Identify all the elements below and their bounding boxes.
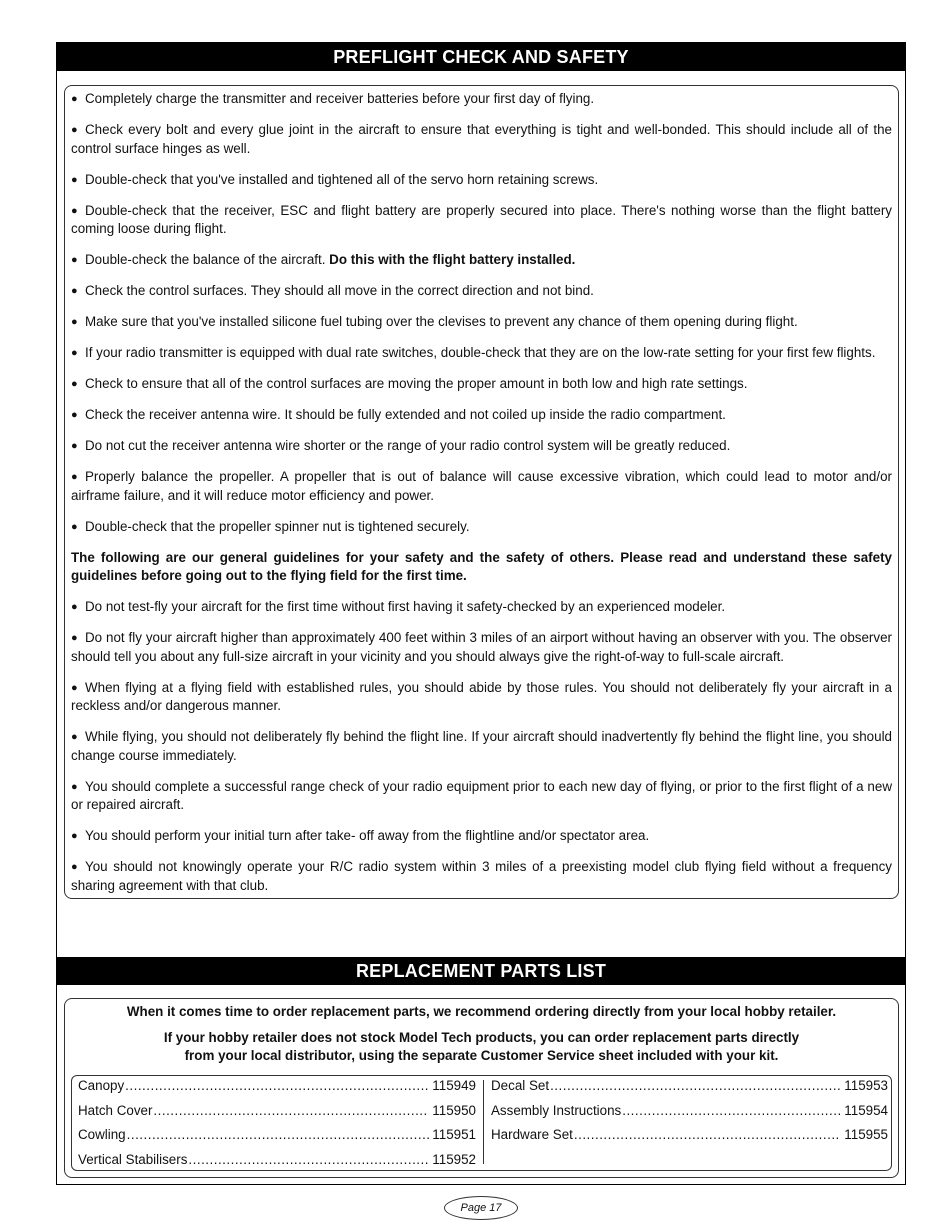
checklist-item-text: Double-check the balance of the aircraft. <box>85 252 330 267</box>
checklist-item <box>71 518 892 537</box>
bullet-icon: ● <box>71 285 78 297</box>
bullet-icon: ● <box>71 830 78 842</box>
part-number: 115954 <box>844 1102 888 1118</box>
part-row <box>78 1125 476 1150</box>
checklist-item <box>71 629 892 666</box>
checklist-item-text: Do not fly your aircraft higher than approximately 400 feet within 3 miles of an airport without having an observer with you. The observer should tell you about any full-size aircraft in your vicinity and you should always give the right-of-way to full-scale aircraft. <box>71 630 892 664</box>
bullet-icon: ● <box>71 520 78 533</box>
bullet-icon: ● <box>71 440 78 452</box>
dot-leader <box>622 1101 841 1121</box>
parts-note-distributor-line-2: from your local distributor, using the separate Customer Service sheet included with your kit. <box>184 1048 779 1063</box>
checklist-item-text: Double-check that you've installed and tightened all of the servo horn retaining screws. <box>85 171 599 187</box>
checklist-item-text: When flying at a flying field with established rules, you should abide by those rules. You should not deliberately fly your aircraft in a reckless and/or dangerous manner. <box>71 679 892 713</box>
parts-panel <box>64 998 899 1178</box>
bullet-icon: ● <box>71 347 78 359</box>
part-number: 115950 <box>432 1102 476 1118</box>
bullet-icon: ● <box>71 632 78 644</box>
part-name: Canopy <box>78 1078 125 1093</box>
checklist-item-text: Do not test-fly your aircraft for the first time without first having it safety-checked by an experienced modeler. <box>85 599 726 614</box>
bullet-icon: ● <box>71 204 78 217</box>
checklist-item <box>71 468 892 505</box>
part-number: 115955 <box>844 1127 888 1142</box>
part-name: Hatch Cover <box>78 1102 153 1118</box>
checklist-item-text: Check to ensure that all of the control surfaces are moving the proper amount in both low and high rate settings. <box>85 376 748 391</box>
part-number: 115949 <box>432 1078 476 1093</box>
checklist-item <box>71 202 892 239</box>
safety-items <box>71 598 892 895</box>
part-name: Cowling <box>78 1127 126 1142</box>
checklist-item <box>71 121 892 158</box>
checklist-item <box>71 728 892 765</box>
parts-note-retailer: When it comes time to order replacement parts, we recommend ordering directly from your local hobby retailer. <box>126 1004 837 1019</box>
dot-leader <box>153 1101 429 1121</box>
checklist-item <box>71 251 892 270</box>
part-number: 115953 <box>844 1078 888 1093</box>
checklist-item-text: Double-check that the propeller spinner nut is tightened securely. <box>85 518 470 534</box>
checklist-item <box>71 437 892 456</box>
checklist-item <box>71 313 892 332</box>
preflight-checklist <box>64 85 899 899</box>
checklist-item <box>71 171 892 190</box>
part-row <box>491 1101 888 1126</box>
bullet-icon: ● <box>71 471 78 483</box>
checklist-item-text: Double-check that the receiver, ESC and flight battery are properly secured into place. There's nothing worse than the flight battery coming loose during flight. <box>71 202 892 236</box>
part-row <box>78 1101 476 1126</box>
part-name: Assembly Instructions <box>491 1102 622 1118</box>
parts-column-divider <box>483 1080 484 1164</box>
checklist-item-text: Check the receiver antenna wire. It should be fully extended and not coiled up inside the radio compartment. <box>85 407 726 422</box>
parts-table <box>71 1075 892 1171</box>
dot-leader <box>550 1076 841 1096</box>
page-frame <box>56 42 906 1185</box>
part-number: 115951 <box>432 1127 476 1142</box>
checklist-item-text: Make sure that you've installed silicone fuel tubing over the clevises to prevent any chance of them opening during flight. <box>85 314 798 329</box>
checklist-item <box>71 827 892 846</box>
parts-column-right <box>491 1076 888 1150</box>
part-name: Vertical Stabilisers <box>78 1151 188 1167</box>
parts-title: REPLACEMENT PARTS LIST <box>57 957 905 985</box>
checklist-item <box>71 778 892 815</box>
parts-note-distributor-line-1: If your hobby retailer does not stock Model Tech products, you can order replacement parts directly <box>163 1030 800 1045</box>
checklist-item <box>71 282 892 301</box>
checklist-item-text: If your radio transmitter is equipped with dual rate switches, double-check that they are on the low-rate setting for your first few flights. <box>85 345 876 360</box>
bullet-icon: ● <box>71 861 78 873</box>
checklist-item-text: While flying, you should not deliberately fly behind the flight line. If your aircraft should inadvertently fly behind the flight line, you should change course immediately. <box>71 729 892 763</box>
checklist-item <box>71 90 892 109</box>
checklist-item <box>71 858 892 895</box>
parts-note-distributor <box>65 1029 898 1065</box>
checklist-item-text: Check the control surfaces. They should all move in the correct direction and not bind. <box>85 283 594 298</box>
checklist-item-text: Do not cut the receiver antenna wire shorter or the range of your radio control system will be greatly reduced. <box>85 438 731 453</box>
checklist-item <box>71 344 892 363</box>
checklist-item-text: Properly balance the propeller. A propeller that is out of balance will cause excessive vibration, which could lead to motor and/or airframe failure, and it will reduce motor efficiency and power. <box>71 469 892 503</box>
bullet-icon: ● <box>71 124 78 136</box>
part-name: Decal Set <box>491 1078 550 1093</box>
checklist-item-text: You should not knowingly operate your R/C radio system within 3 miles of a preexisting model club flying field without a frequency sharing agreement with that club. <box>71 859 892 893</box>
bullet-icon: ● <box>71 601 78 613</box>
bullet-icon: ● <box>71 254 78 266</box>
checklist-item-text: You should complete a successful range check of your radio equipment prior to each new day of flying, or prior to the first flight of a new or repaired aircraft. <box>71 778 892 812</box>
checklist-item-text: Check every bolt and every glue joint in the aircraft to ensure that everything is tight and well-bonded. This should include all of the control surface hinges as well. <box>71 122 892 156</box>
part-row <box>491 1125 888 1150</box>
part-name: Hardware Set <box>491 1127 573 1142</box>
preflight-items <box>71 90 892 536</box>
part-row <box>78 1150 476 1175</box>
checklist-item-emphasis: Do this with the flight battery installed. <box>329 252 576 267</box>
bullet-icon: ● <box>71 93 78 105</box>
bullet-icon: ● <box>71 378 78 390</box>
safety-guidelines-intro: The following are our general guidelines for your safety and the safety of others. Please read and understand these safety guidelines before going out to the flying field for the first time. <box>71 549 892 583</box>
dot-leader <box>574 1125 841 1145</box>
part-row <box>491 1076 888 1101</box>
checklist-item <box>71 406 892 425</box>
dot-leader <box>127 1125 430 1145</box>
bullet-icon: ● <box>71 173 78 186</box>
preflight-title: PREFLIGHT CHECK AND SAFETY <box>57 43 905 71</box>
bullet-icon: ● <box>71 316 78 328</box>
checklist-item <box>71 375 892 394</box>
bullet-icon: ● <box>71 780 78 793</box>
part-row <box>78 1076 476 1101</box>
bullet-icon: ● <box>71 681 78 694</box>
checklist-item <box>71 598 892 617</box>
parts-column-left <box>78 1076 476 1174</box>
dot-leader <box>188 1150 429 1170</box>
bullet-icon: ● <box>71 409 78 421</box>
page-number: Page 17 <box>444 1196 518 1220</box>
bullet-icon: ● <box>71 731 78 743</box>
part-number: 115952 <box>432 1151 476 1167</box>
checklist-item-text: Completely charge the transmitter and receiver batteries before your first day of flying. <box>85 91 595 106</box>
dot-leader <box>125 1076 429 1096</box>
checklist-item-text: You should perform your initial turn after take- off away from the flightline and/or spectator area. <box>85 828 650 843</box>
checklist-item <box>71 679 892 716</box>
